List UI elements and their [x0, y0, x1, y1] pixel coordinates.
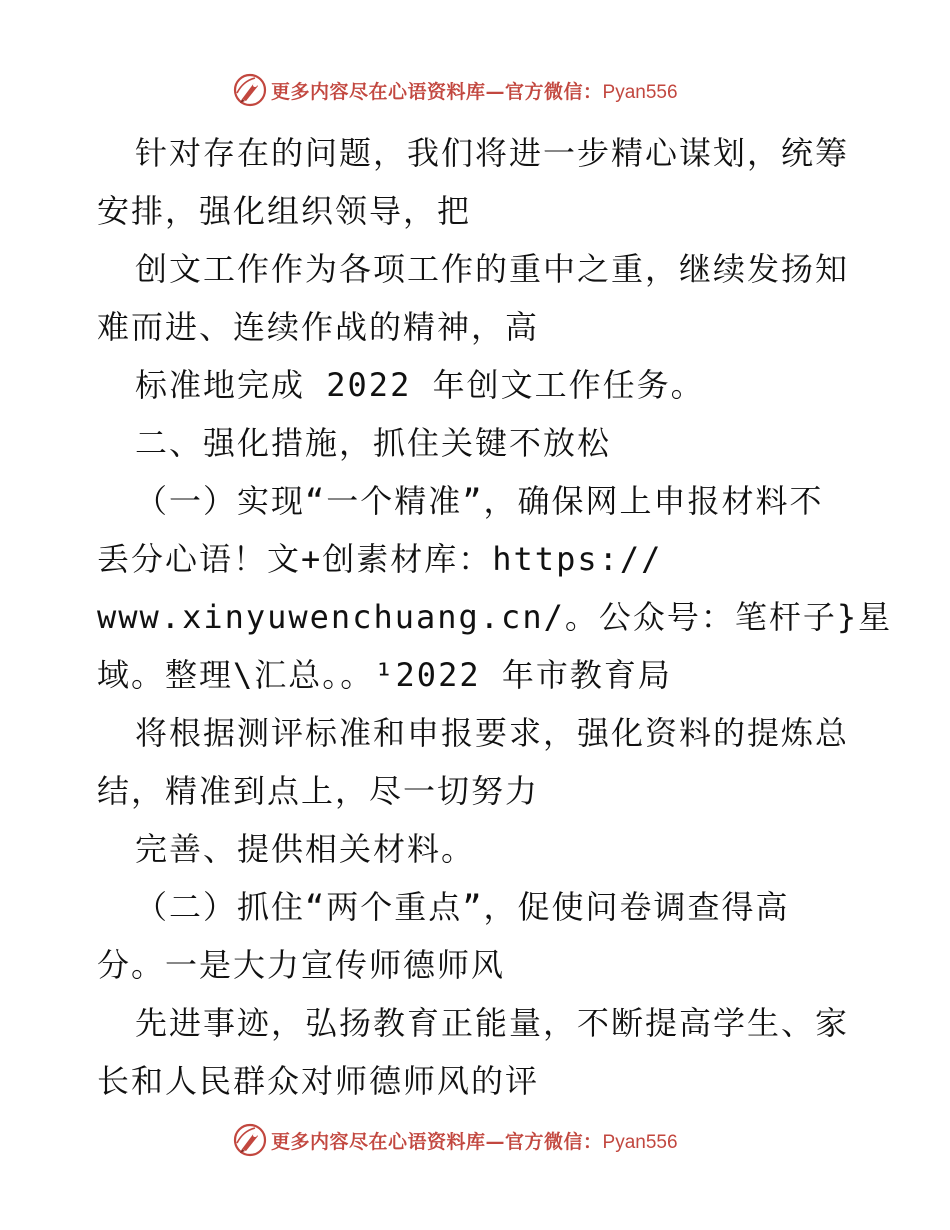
text-line: 安排，强化组织领导，把	[97, 192, 472, 230]
text-line: 先进事迹，弘扬教育正能量，不断提高学生、家	[135, 1004, 850, 1042]
footer-banner-text: 更多内容尽在心语资料库—官方微信：Pyan556	[271, 1130, 678, 1153]
text-line: 丢分心语！文+创素材库：https://	[97, 540, 663, 578]
text-line: 域。整理\汇总。。¹2022 年市教育局	[97, 656, 672, 694]
text-line: 将根据测评标准和申报要求，强化资料的提炼总	[135, 714, 850, 752]
text-line: （一）实现“一个精准”，确保网上申报材料不	[135, 482, 824, 520]
footer-banner-wechat-id: Pyan556	[602, 1131, 678, 1153]
text-line: 结，精准到点上，尽一切努力	[97, 772, 540, 810]
text-line: 分。一是大力宣传师德师风	[97, 946, 506, 984]
text-line: 标准地完成 2022 年创文工作任务。	[135, 366, 705, 404]
text-line: 长和人民群众对师德师风的评	[97, 1062, 540, 1100]
footer-banner	[233, 1123, 733, 1157]
pen-nib-logo-icon	[233, 73, 267, 107]
document-body	[97, 124, 893, 1110]
text-line: （二）抓住“两个重点”，促使问卷调查得高	[135, 888, 790, 926]
text-line: 难而进、连续作战的精神，高	[97, 308, 540, 346]
section-heading: 二、强化措施，抓住关键不放松	[135, 424, 612, 462]
text-line: 针对存在的问题，我们将进一步精心谋划，统筹	[135, 134, 850, 172]
header-banner-text: 更多内容尽在心语资料库—官方微信：Pyan556	[271, 80, 678, 103]
header-banner-wechat-id: Pyan556	[602, 81, 678, 103]
pen-nib-logo-icon	[233, 1123, 267, 1157]
text-line: 完善、提供相关材料。	[135, 830, 476, 868]
text-line: 创文工作作为各项工作的重中之重，继续发扬知	[135, 250, 850, 288]
header-banner	[233, 73, 733, 107]
text-line: www.xinyuwenchuang.cn/。公众号：笔杆子}星	[97, 598, 893, 636]
